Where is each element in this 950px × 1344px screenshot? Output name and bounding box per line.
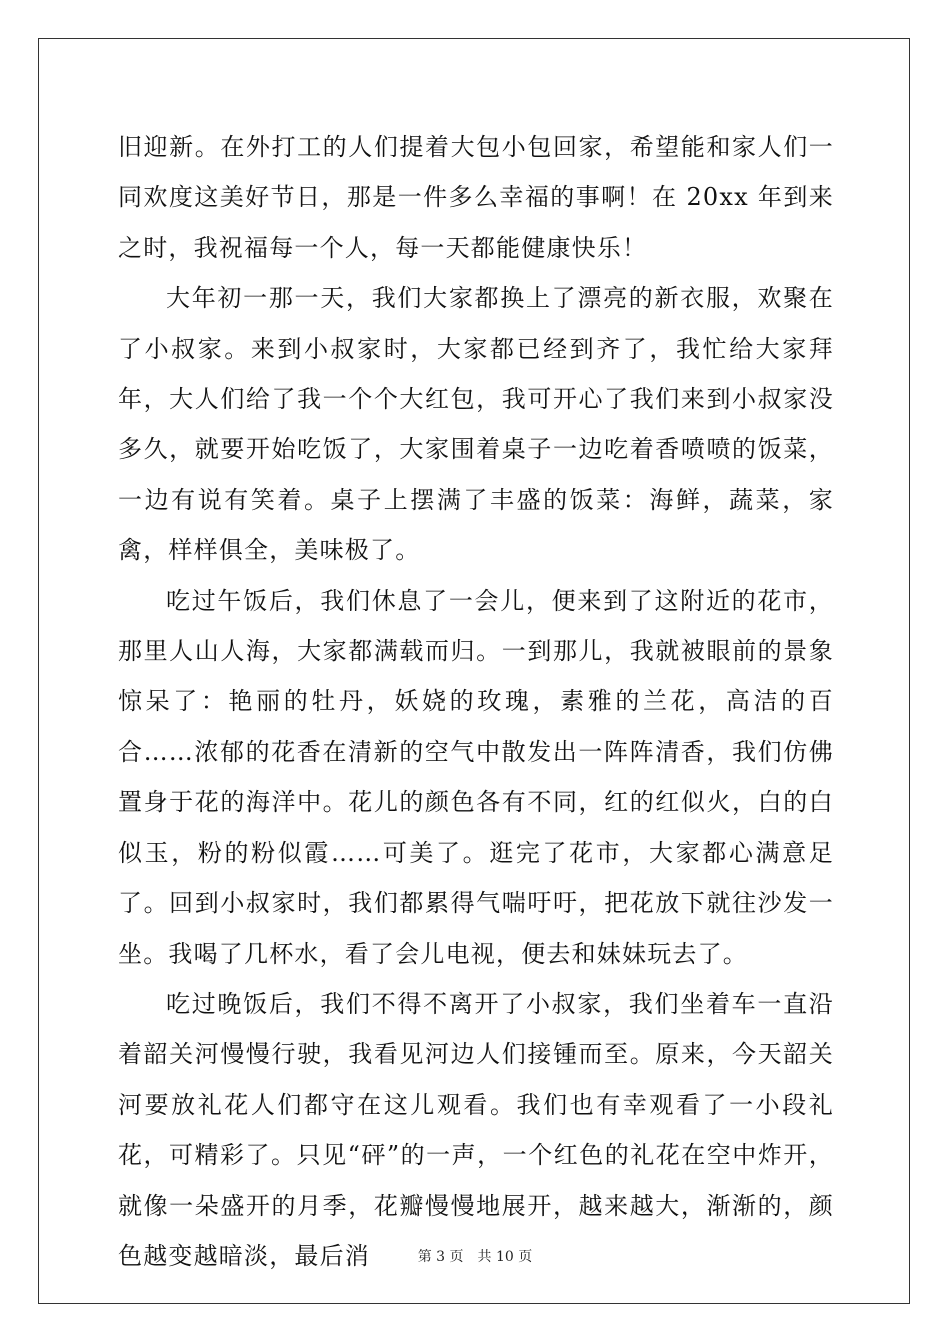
paragraph-1: 旧迎新。在外打工的人们提着大包小包回家，希望能和家人们一同欢度这美好节日，那是一件多么幸福的事啊！在 20xx 年到来之时，我祝福每一个人，每一天都能健康快乐！	[118, 133, 834, 262]
paragraph-2: 大年初一那一天，我们大家都换上了漂亮的新衣服，欢聚在了小叔家。来到小叔家时，大家都已经到齐了，我忙给大家拜年，大人们给了我一个个大红包，我可开心了我们来到小叔家没多久，就要开始吃饭了，大家围着桌子一边吃着香喷喷的饭菜，一边有说有笑着。桌子上摆满了丰盛的饭菜：海鲜，蔬菜，家禽，样样俱全，美味极了。	[118, 284, 834, 565]
paragraph-3: 吃过午饭后，我们休息了一会儿，便来到了这附近的花市，那里人山人海，大家都满载而归。一到那儿，我就被眼前的景象惊呆了：艳丽的牡丹，妖娆的玫瑰，素雅的兰花，高洁的百合……浓郁的花香在清新的空气中散发出一阵阵清香，我们仿佛置身于花的海洋中。花儿的颜色各有不同，红的红似火，白的白似玉，粉的粉似霞……可美了。逛完了花市，大家都心满意足了。回到小叔家时，我们都累得气喘吁吁，把花放下就往沙发一坐。我喝了几杯水，看了会儿电视，便去和妹妹玩去了。	[118, 586, 834, 968]
document-body	[118, 122, 834, 1281]
paragraph-4: 吃过晚饭后，我们不得不离开了小叔家，我们坐着车一直沿着韶关河慢慢行驶，我看见河边人们接锺而至。原来，今天韶关河要放礼花人们都守在这儿观看。我们也有幸观看了一小段礼花，可精彩了。只见“砰”的一声，一个红色的礼花在空中炸开，就像一朵盛开的月季，花瓣慢慢地展开，越来越大，渐渐的，颜色越变越暗淡，最后消	[118, 989, 834, 1270]
page-number-footer: 第 3 页 共 10 页	[417, 1249, 533, 1265]
